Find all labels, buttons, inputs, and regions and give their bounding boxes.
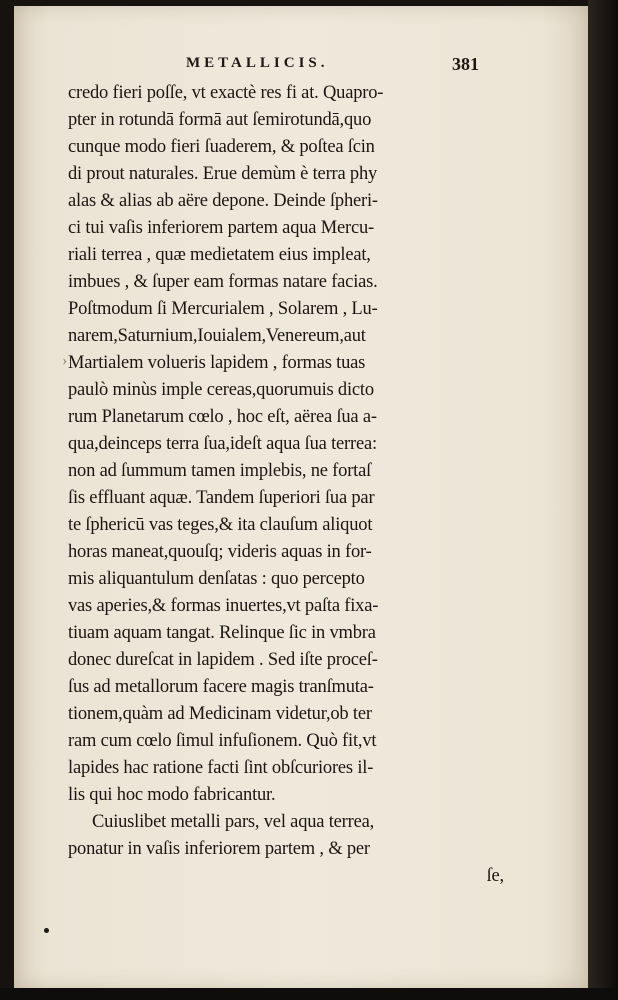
text-line: riali terrea , quæ medietatem eius impleat,	[68, 245, 371, 265]
text-line: imbues , & ſuper eam formas natare facias.	[68, 272, 378, 292]
text-line: ram cum cœlo ſimul infuſionem. Quò fit,vt	[68, 731, 377, 751]
margin-mark: ›	[62, 352, 68, 369]
text-line: te ſphericū vas teges,& ita clauſum aliquot	[68, 515, 373, 535]
text-line: ponatur in vaſis inferiorem partem , & per	[68, 839, 370, 859]
text-line: Martialem volueris lapidem , formas tuas	[68, 353, 366, 373]
catchword: ſe,	[486, 866, 504, 886]
text-line: cunque modo fieri ſuaderem, & poſtea ſcin	[68, 137, 375, 157]
text-line: qua,deinceps terra ſua,ideſt aqua ſua terrea:	[68, 434, 377, 454]
page-edge-bottom	[0, 988, 618, 1000]
text-line: donec dureſcat in lapidem . Sed iſte proceſ-	[68, 650, 378, 670]
body-text	[68, 80, 508, 890]
text-line: vas aperies,& formas inuertes,vt paſta fixa-	[68, 596, 379, 616]
text-line: ſus ad metallorum facere magis tranſmuta-	[68, 677, 374, 697]
text-line: rum Planetarum cœlo , hoc eſt, aërea ſua a-	[68, 407, 377, 427]
running-head: METALLICIS.	[186, 55, 329, 71]
text-line: paulò minùs imple cereas,quorumuis dicto	[68, 380, 374, 400]
text-line: lis qui hoc modo fabricantur.	[68, 785, 276, 805]
text-line: di prout naturales. Erue demùm è terra phy	[68, 164, 378, 184]
text-line: tiuam aquam tangat. Relinque ſic in vmbra	[68, 623, 376, 643]
paragraph-start-line: Cuiuslibet metalli pars, vel aqua terrea,	[92, 812, 375, 832]
ink-dot	[44, 928, 49, 933]
page-number: 381	[452, 54, 479, 74]
text-line: ſis effluant aquæ. Tandem ſuperiori ſua par	[68, 488, 375, 508]
text-line: pter in rotundā formā aut ſemirotundā,quo	[68, 110, 372, 130]
text-line: Poſtmodum ſi Mercurialem , Solarem , Lu-	[68, 299, 378, 319]
text-line: mis aliquantulum denſatas : quo percepto	[68, 569, 365, 589]
text-line: credo fieri poſſe, vt exactè res fi at. Quapro-	[68, 83, 384, 103]
text-line: ci tui vaſis inferiorem partem aqua Mercu-	[68, 218, 374, 238]
text-line: horas maneat,quouſq; videris aquas in for-	[68, 542, 372, 562]
text-line: non ad ſummum tamen implebis, ne fortaſ	[68, 461, 372, 481]
text-line: tionem,quàm ad Medicinam videtur,ob ter	[68, 704, 372, 724]
text-line: alas & alias ab aëre depone. Deinde ſpheri-	[68, 191, 378, 211]
page-edge-right	[588, 0, 618, 1000]
text-line: lapides hac ratione facti ſint obſcuriores il-	[68, 758, 374, 778]
text-line: narem,Saturnium,Iouialem,Venereum,aut	[68, 326, 366, 346]
